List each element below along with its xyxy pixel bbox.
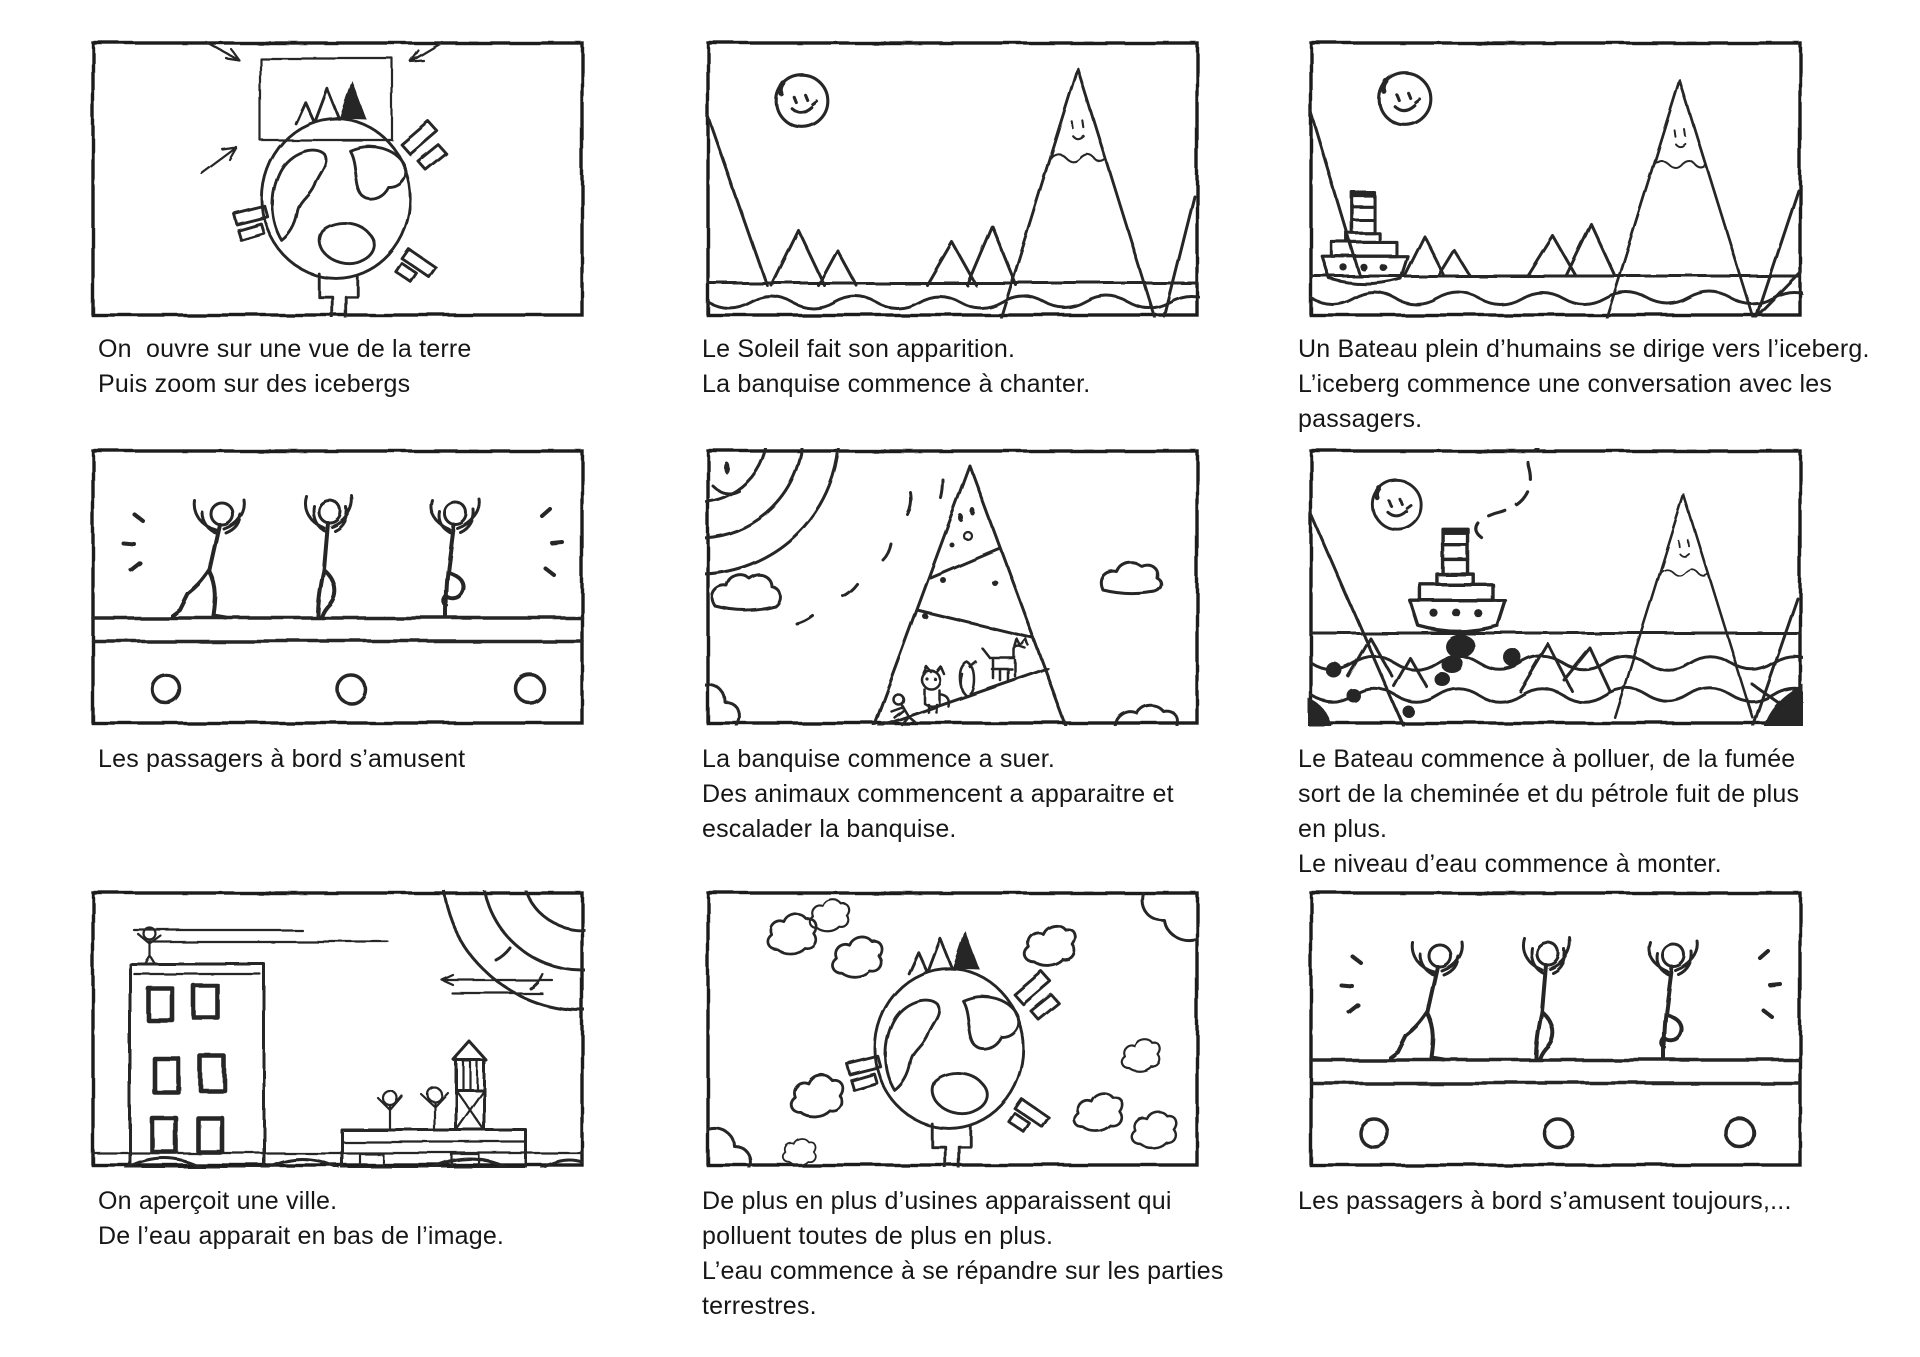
caption-line: On aperçoit une ville. [98,1187,338,1215]
caption-line: De plus en plus d’usines apparaissent qui [702,1187,1172,1215]
earth-icon [234,81,446,318]
storyboard-panel-4 [90,448,585,726]
steamboat-icon [1322,192,1408,284]
dancer-icon [431,500,480,616]
waving-people [378,1087,447,1130]
caption-line: Le Soleil fait son apparition. [702,335,1016,363]
dancing-passengers-sketch [1308,890,1803,1168]
iceberg-face-icon [999,69,1157,318]
caption-panel-3 [1298,332,1870,437]
storyboard-panel-3 [1308,40,1803,318]
earth-zoom-sketch [90,40,585,318]
caption-panel-2 [702,332,1090,402]
storyboard-panel-6 [1308,448,1803,726]
roof-person [138,928,161,964]
storyboard-panel-7 [90,890,585,1168]
water-tower-icon [454,1042,486,1130]
storyboard-panel-2 [705,40,1200,318]
caption-line: polluent toutes de plus en plus. [702,1222,1054,1250]
dancer-icon [1649,942,1698,1058]
sun-icon [776,75,828,127]
storyboard-panel-9 [1308,890,1803,1168]
caption-panel-9 [1298,1184,1792,1219]
caption-line: en plus. [1298,815,1388,843]
caption-panel-6 [1298,742,1799,882]
caption-line: La banquise commence a suer. [702,745,1056,773]
caption-line: On ouvre sur une vue de la terre [98,335,472,363]
caption-panel-7 [98,1184,504,1254]
caption-line: La banquise commence à chanter. [702,370,1091,398]
big-sun-corner-icon [705,448,839,574]
caption-line: Un Bateau plein d’humains se dirige vers l’iceberg. [1298,335,1870,363]
caption-line: Les passagers à bord s’amusent toujours,... [1298,1187,1792,1215]
caption-line: Les passagers à bord s’amusent [98,745,466,773]
caption-line: Des animaux commencent a apparaitre et [702,780,1174,808]
caption-line: escalader la banquise. [702,815,957,843]
speed-lines [134,930,388,942]
corner-clouds [708,893,1197,1168]
iceberg-face-icon [1606,81,1754,318]
dancer-icon [172,500,244,618]
caption-line: Puis zoom sur des icebergs [98,370,411,398]
portholes [152,675,544,703]
caption-line: L’iceberg commence une conversation avec les [1298,370,1833,398]
polluting-boat-sketch [1308,448,1803,726]
caption-line: sort de la cheminée et du pétrole fuit de plus [1298,780,1800,808]
sun-icon [1373,481,1421,529]
dancer-icon [1523,938,1570,1058]
cat-icon [922,667,948,712]
sun-icebergs-sketch [705,40,1200,318]
caption-panel-8 [702,1184,1224,1324]
boat-iceberg-sketch [1308,40,1803,318]
penguin-icon [960,662,976,696]
low-building [342,1130,526,1168]
caption-line: terrestres. [702,1292,817,1320]
clouds [705,563,1177,726]
storyboard-panel-5 [705,448,1200,726]
iceberg-animals-sketch [705,448,1200,726]
portholes [1360,1119,1754,1147]
dancing-passengers-sketch [90,448,585,726]
caption-line: L’eau commence à se répandre sur les parties [702,1257,1224,1285]
smoke-icon [1476,448,1538,538]
zoom-arrows-icon [202,42,442,174]
dog-icon [983,639,1028,680]
earth-icon [847,931,1059,1168]
sweating-iceberg [873,466,1067,726]
caption-panel-1 [98,332,471,402]
sun-icon [1379,73,1431,125]
steamboat-icon [1410,529,1505,631]
caption-line: De l’eau apparait en bas de l’image. [98,1222,505,1250]
caption-panel-5 [702,742,1174,847]
iceberg-face-icon [1615,495,1753,718]
tall-building [130,964,264,1168]
storyboard-panel-1 [90,40,585,318]
caption-line: Le Bateau commence à polluer, de la fumée [1298,745,1796,773]
caption-line: passagers. [1298,405,1423,433]
storyboard-panel-8 [705,890,1200,1168]
city-sketch [90,890,585,1168]
dancer-icon [305,496,352,616]
caption-line: Le niveau d’eau commence à monter. [1298,850,1722,878]
dancer-icon [1390,942,1462,1060]
polluted-earth-sketch [705,890,1200,1168]
caption-panel-4 [98,742,465,777]
